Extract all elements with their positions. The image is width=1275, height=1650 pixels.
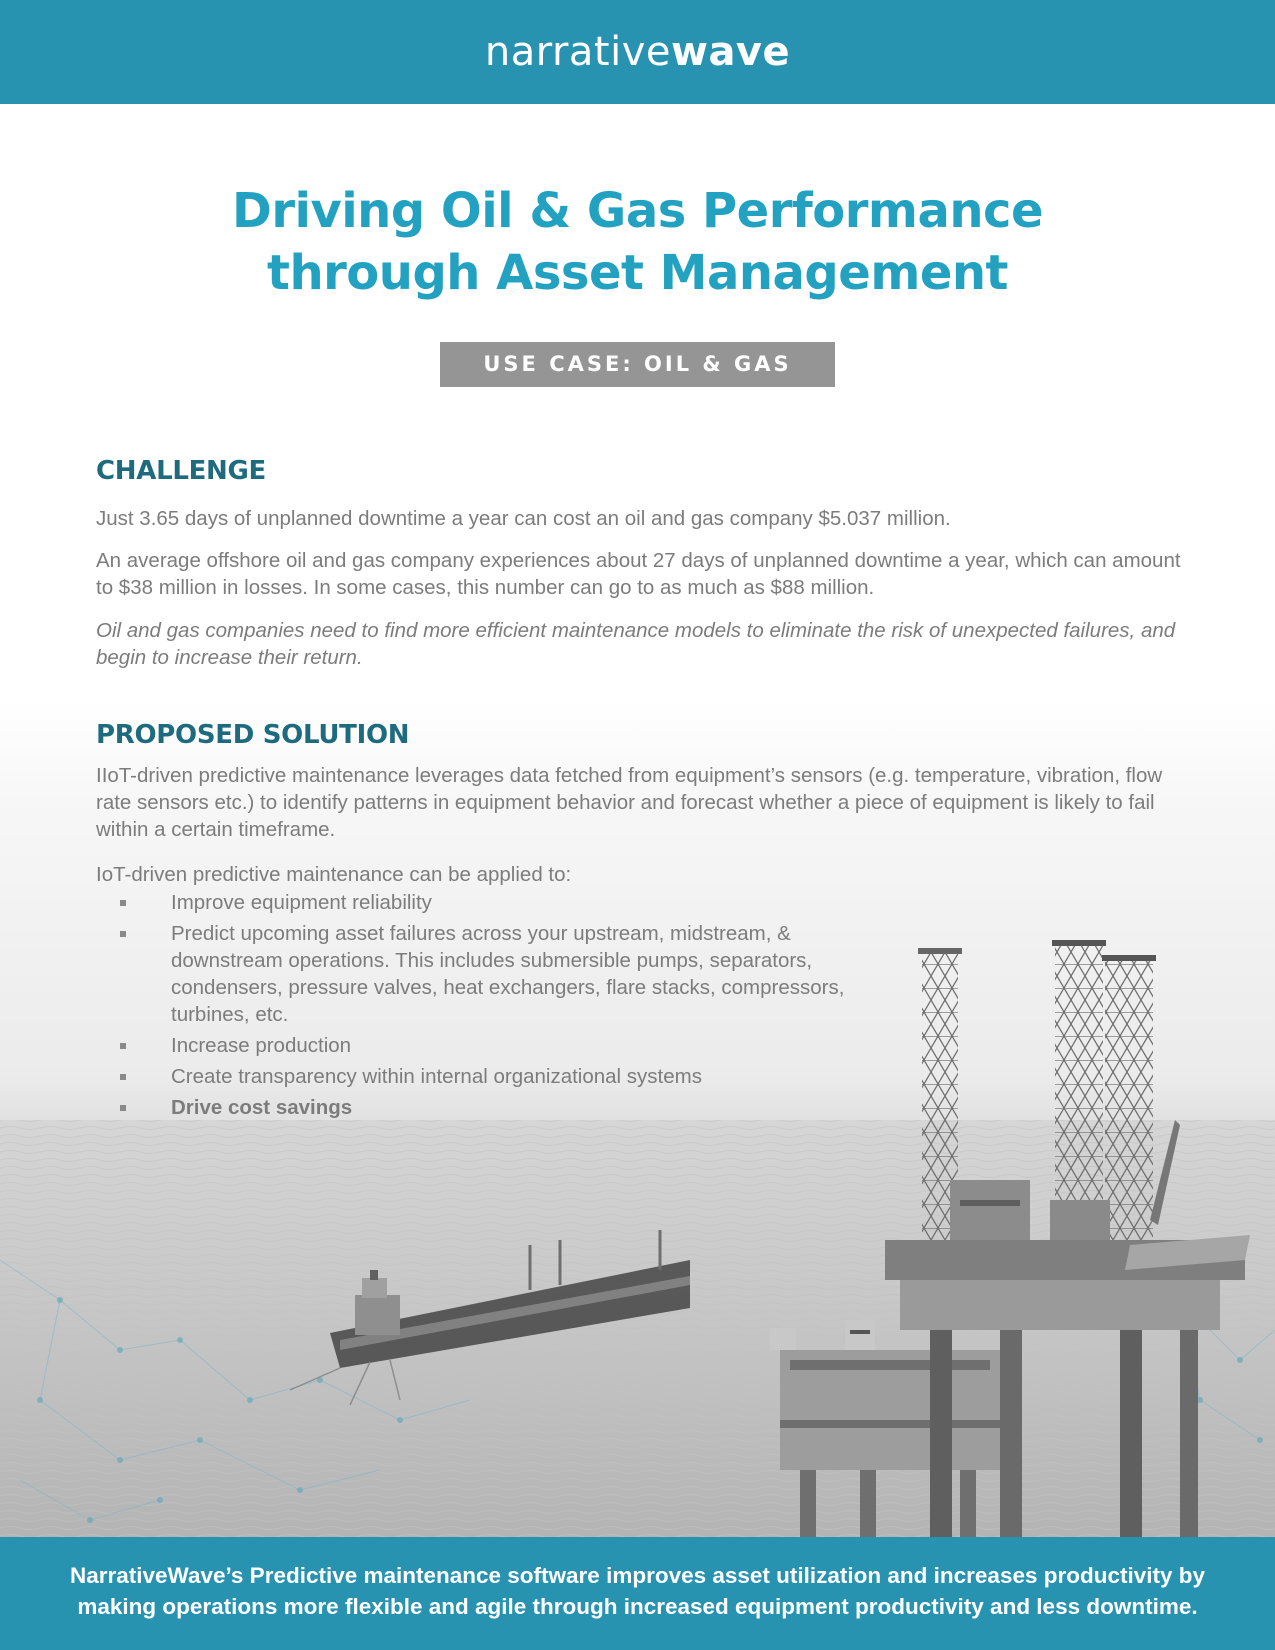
bullet-item: [96, 1032, 896, 1059]
logo-text-bold: wave: [670, 29, 791, 75]
bullet-item: [96, 889, 896, 916]
header-bar: [0, 0, 1275, 104]
bullet-item: [96, 920, 896, 1028]
solution-paragraph-1: IIoT-driven predictive maintenance leverages data fetched from equipment’s sensors (e.g. temperature, vibration, flow rate sensors etc.) to identify patterns in equipment behavior and forecast whether a piece of equipment is likely to fail within a certain timeframe.: [96, 764, 1163, 841]
solution-heading: PROPOSED SOLUTION: [96, 720, 410, 750]
bullet-item: [96, 1094, 896, 1121]
square-bullet-icon: [120, 931, 126, 937]
bullet-text: Create transparency within internal organizational systems: [171, 1065, 702, 1088]
logo-text-light: narrative: [484, 29, 671, 75]
bullet-text: Increase production: [171, 1034, 352, 1057]
challenge-heading: CHALLENGE: [96, 456, 267, 486]
bullet-text: Improve equipment reliability: [171, 891, 432, 914]
square-bullet-icon: [120, 1043, 126, 1049]
square-bullet-icon: [120, 1105, 126, 1111]
bullet-text: Predict upcoming asset failures across your upstream, midstream, & downstream operations. This includes submersible pumps, separators, condensers, pressure valves, heat exchangers, flare stacks, compressors, turbines, etc.: [171, 922, 845, 1026]
challenge-paragraph-3: Oil and gas companies need to find more efficient maintenance models to eliminate the risk of unexpected failures, and begin to increase their return.: [96, 619, 1176, 669]
solution-paragraph-2: IoT-driven predictive maintenance can be applied to:: [96, 863, 572, 886]
square-bullet-icon: [120, 900, 126, 906]
footer-bar: [0, 1537, 1275, 1650]
page-title-line-2: through Asset Management: [267, 245, 1008, 301]
page-title-line-1: Driving Oil & Gas Performance: [231, 183, 1044, 239]
challenge-paragraph-1: Just 3.65 days of unplanned downtime a year can cost an oil and gas company $5.037 million.: [96, 507, 951, 530]
square-bullet-icon: [120, 1074, 126, 1080]
narrativewave-logo: [0, 24, 1275, 80]
challenge-paragraph-2: An average offshore oil and gas company experiences about 27 days of unplanned downtime a year, which can amount to $38 million in losses. In some cases, this number can go to as much as $88 million.: [96, 549, 1181, 599]
use-case-badge: USE CASE: OIL & GAS: [440, 342, 835, 387]
solution-bullet-list: [96, 889, 896, 1125]
bullet-item: [96, 1063, 896, 1090]
footer-statement: NarrativeWave’s Predictive maintenance software improves asset utilization and increases productivity by making operations more flexible and agile through increased equipment productivity and less downtime.: [70, 1563, 1205, 1619]
page-title: [0, 180, 1275, 304]
bullet-text: Drive cost savings: [171, 1096, 353, 1119]
